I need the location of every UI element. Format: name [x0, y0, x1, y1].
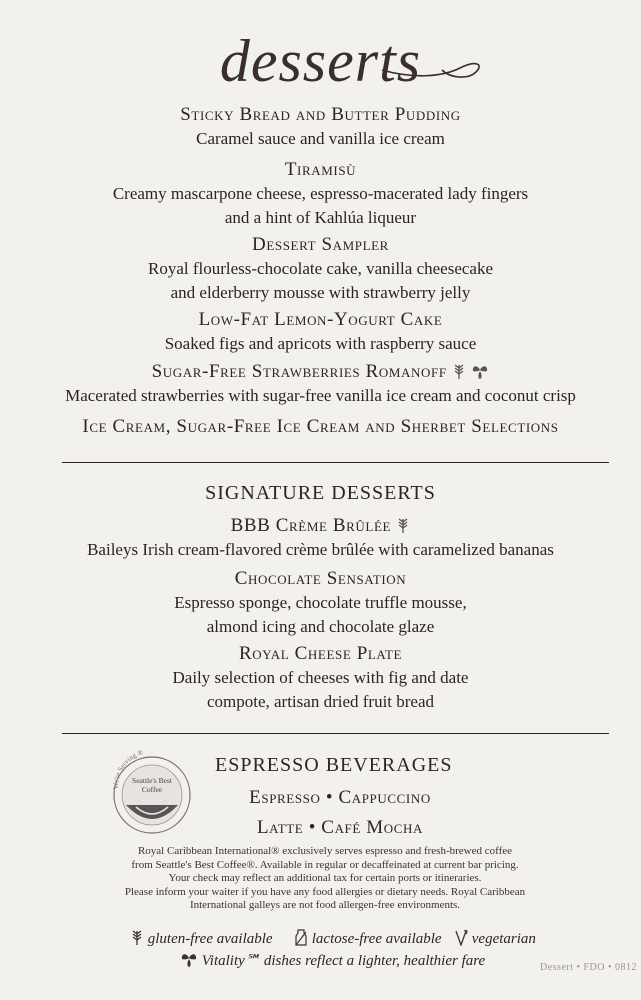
signature-name: Chocolate Sensation: [234, 568, 407, 589]
svg-text:We're Serving ®: We're Serving ®: [111, 748, 144, 790]
section-divider: [62, 733, 609, 734]
dessert-item: [0, 308, 641, 356]
fine-print: [60, 845, 590, 913]
dessert-item: [0, 415, 641, 439]
legend-label: lactose-free available: [311, 931, 442, 947]
dessert-name-row: [0, 360, 641, 384]
fine-print-line: Your check may reflect an additional tax for certain ports or itineraries.: [168, 872, 482, 884]
gluten-free-icon: [130, 928, 144, 946]
legend-vegetarian: [454, 928, 536, 949]
dessert-desc: Royal flourless-chocolate cake, vanilla cheesecake: [147, 259, 494, 278]
legend-label: gluten-free available: [147, 931, 273, 947]
dessert-item: [0, 233, 641, 305]
seattles-best-coffee-logo: [104, 745, 200, 841]
signature-desc: almond icing and chocolate glaze: [206, 617, 435, 636]
dessert-desc: Macerated strawberries with sugar-free vanilla ice cream and coconut crisp: [65, 386, 576, 405]
title-flourish: [380, 48, 490, 88]
signature-name: BBB Crème Brûlée: [230, 515, 392, 536]
signature-desc: compote, artisan dried fruit bread: [206, 692, 435, 711]
gluten-free-icon: [396, 516, 410, 534]
legend-lactose-free: [294, 928, 442, 949]
dessert-desc: Soaked figs and apricots with raspberry sauce: [164, 334, 477, 353]
vitality-icon: [471, 362, 489, 380]
dessert-desc: and a hint of Kahlúa liqueur: [224, 208, 417, 227]
vitality-icon: [180, 950, 198, 968]
signature-name: Royal Cheese Plate: [238, 643, 403, 664]
signature-item: [0, 567, 641, 639]
legend-gluten-free: [130, 928, 273, 949]
dessert-item: [0, 158, 641, 230]
dessert-desc: and elderberry mousse with strawberry jelly: [170, 283, 471, 302]
svg-text:Seattle's Best: Seattle's Best: [132, 776, 172, 785]
fine-print-line: Please inform your waiter if you have any food allergies or dietary needs. Royal Caribbean: [124, 885, 526, 898]
fine-print-line: from Seattle's Best Coffee®. Available in regular or decaffeinated at current bar pricing.: [131, 858, 519, 871]
dessert-name: Ice Cream, Sugar-Free Ice Cream and Sherbet Selections: [82, 416, 559, 437]
legend-label: vegetarian: [471, 931, 536, 947]
footer-code: Dessert • FDO • 0812: [540, 962, 637, 973]
signature-name-row: [0, 514, 641, 538]
signature-desc: Baileys Irish cream-flavored crème brûlée with caramelized bananas: [87, 540, 554, 559]
page-title: desserts: [219, 28, 422, 94]
section-divider: [62, 462, 609, 463]
signature-item: [0, 642, 641, 714]
signature-desc: Daily selection of cheeses with fig and date: [172, 668, 469, 687]
gluten-free-icon: [452, 362, 466, 380]
legend-label: Vitality℠ dishes reflect a lighter, healthier fare: [201, 953, 486, 969]
fine-print-line: International galleys are not food allergen-free environments.: [189, 899, 461, 911]
signature-desc: Espresso sponge, chocolate truffle mousse,: [174, 593, 467, 612]
espresso-line: Espresso • Cappuccino: [249, 787, 431, 808]
dessert-name: Low-Fat Lemon-Yogurt Cake: [198, 309, 443, 330]
dessert-item: [0, 360, 641, 408]
fine-print-line: Royal Caribbean International® exclusively serves espresso and fresh-brewed coffee: [137, 845, 513, 857]
dessert-item: [0, 103, 641, 151]
dessert-desc: Creamy mascarpone cheese, espresso-macerated lady fingers: [112, 184, 529, 203]
svg-text:Coffee: Coffee: [141, 785, 163, 794]
dessert-name: Dessert Sampler: [252, 234, 389, 255]
signature-item: [0, 514, 641, 562]
legend-vitality: [180, 950, 485, 971]
dessert-name: Sugar-Free Strawberries Romanoff: [151, 361, 447, 382]
espresso-line: Latte • Café Mocha: [256, 817, 424, 838]
dessert-name: Tiramisù: [284, 159, 357, 180]
lactose-free-icon: [294, 928, 308, 946]
espresso-section-title: ESPRESSO BEVERAGES: [215, 754, 453, 776]
dessert-name: Sticky Bread and Butter Pudding: [180, 104, 461, 125]
dessert-desc: Caramel sauce and vanilla ice cream: [196, 129, 445, 148]
signature-section-title: SIGNATURE DESSERTS: [205, 482, 436, 504]
vegetarian-icon: [454, 928, 468, 946]
